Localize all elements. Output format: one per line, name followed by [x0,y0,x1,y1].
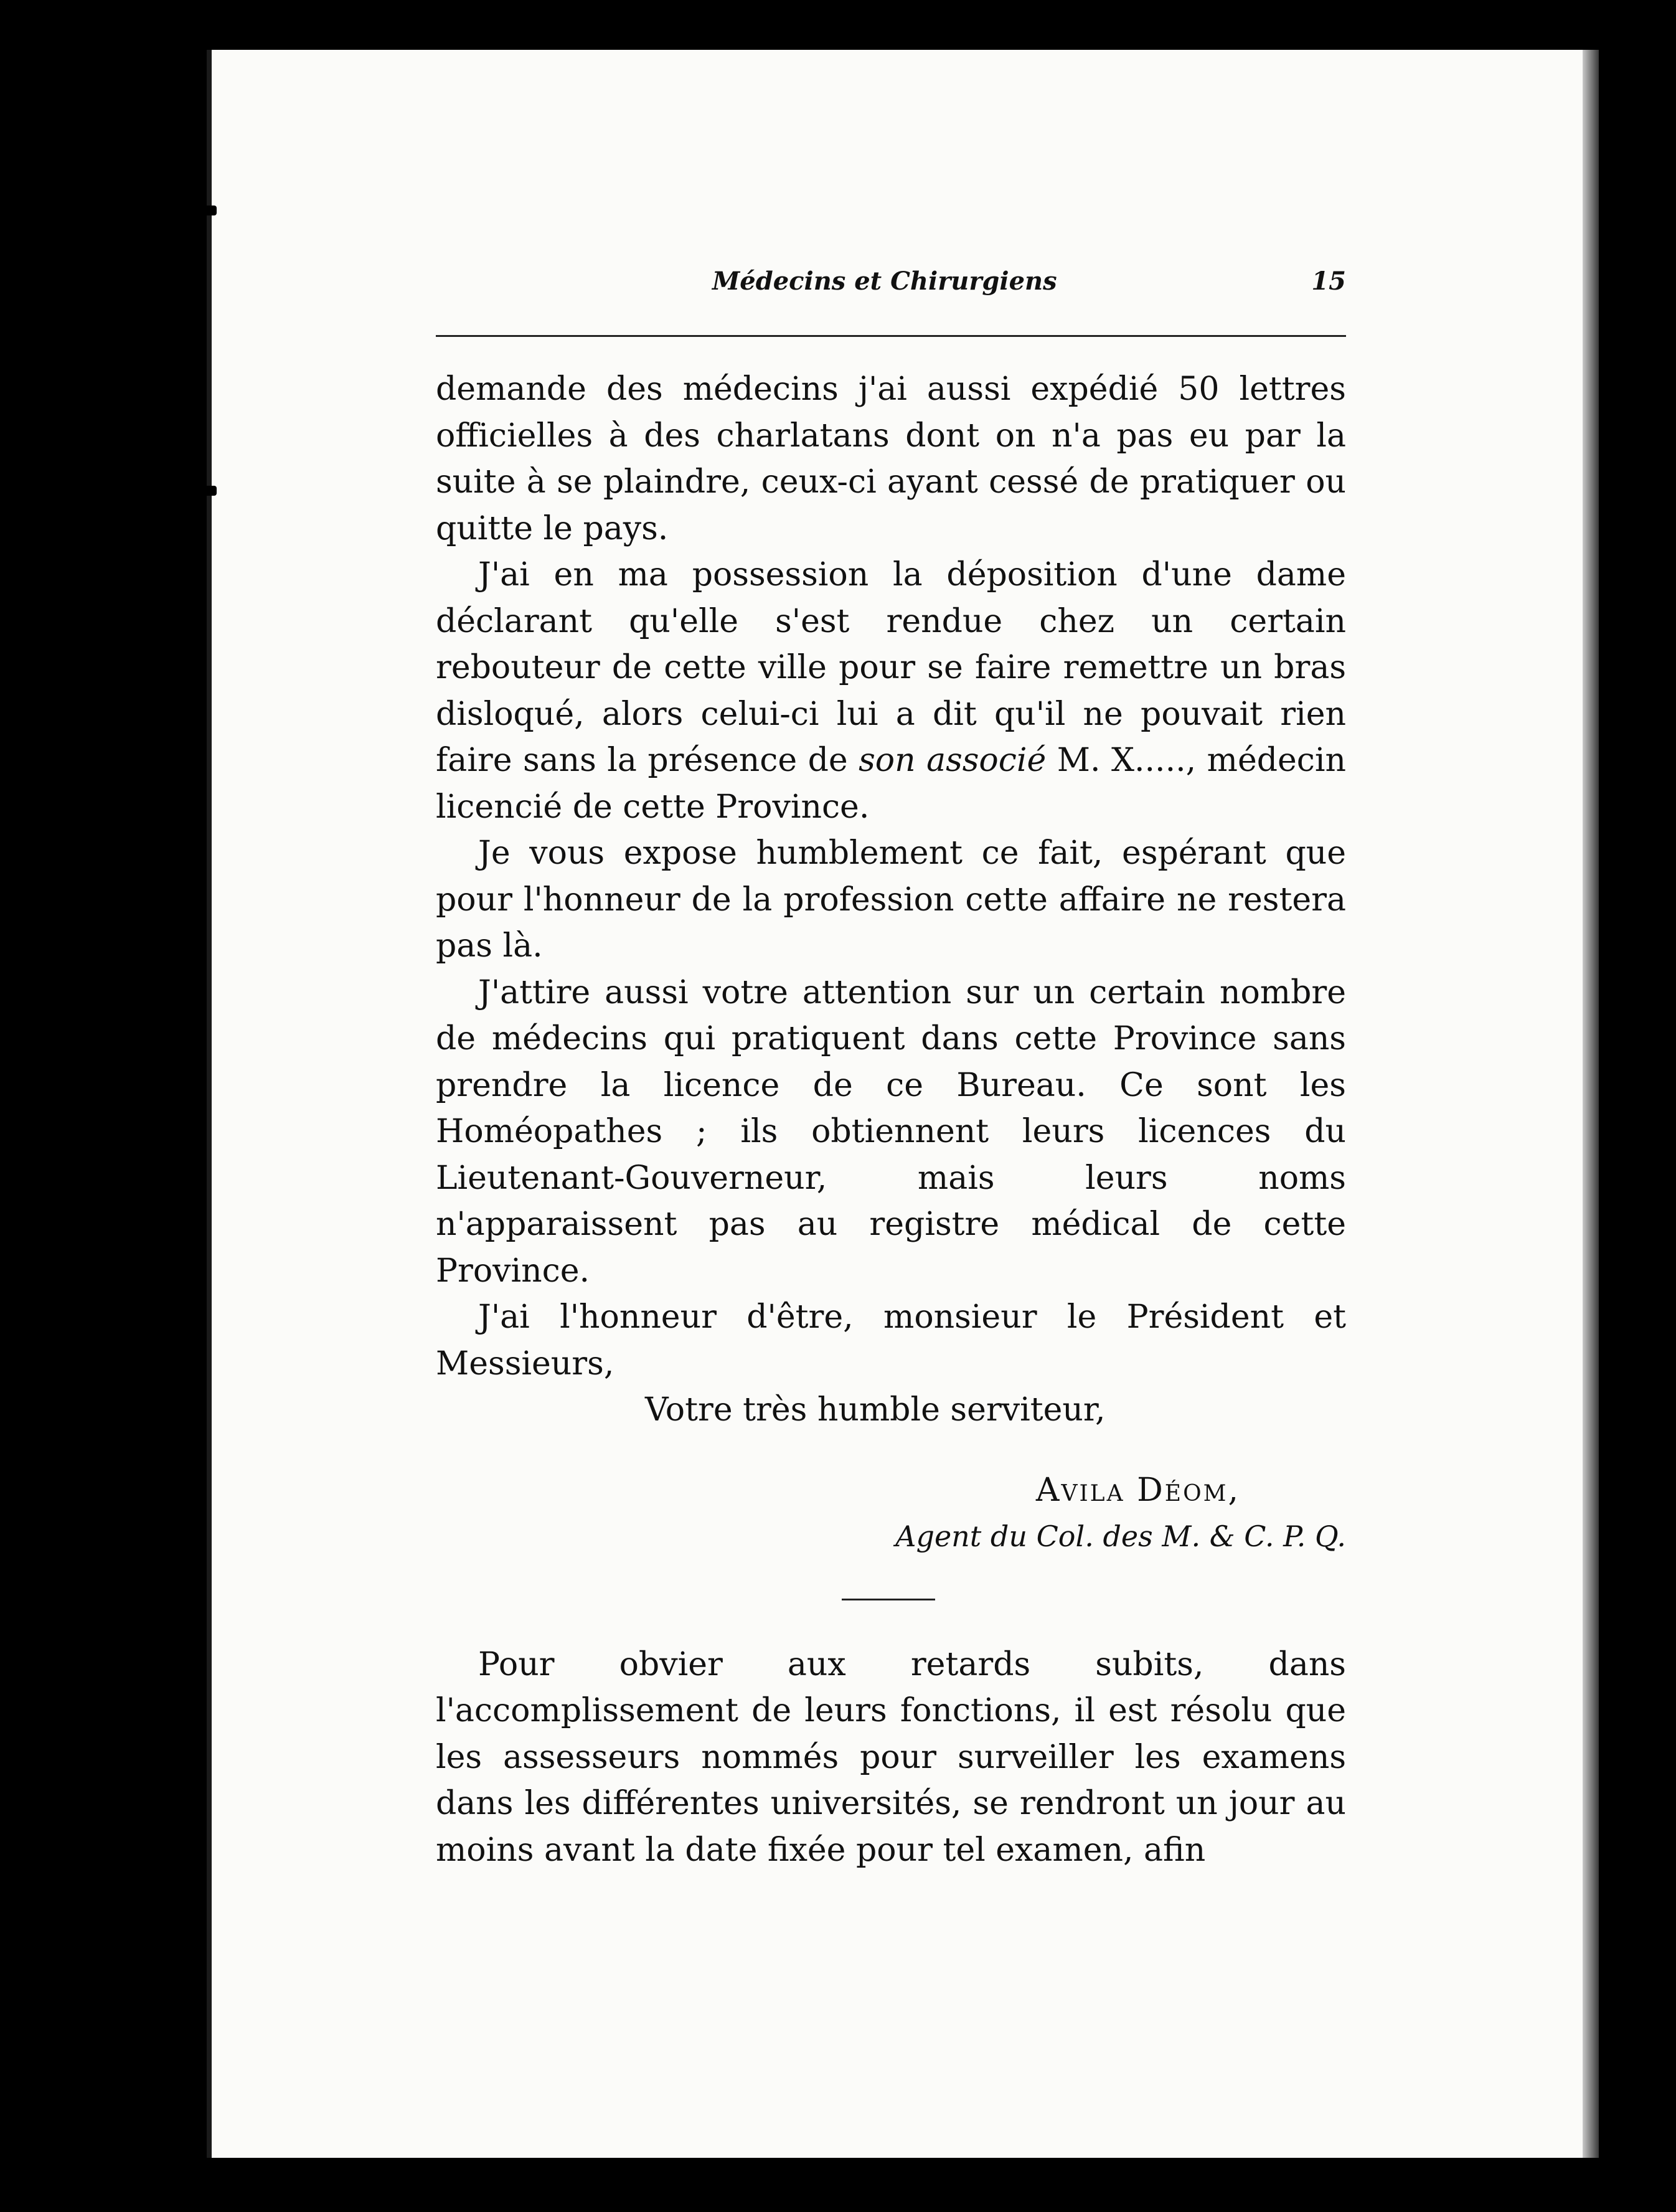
paragraph-4: J'attire aussi votre attention sur un certain nombre de médecins qui pratiquent dans cette Province sans prendre la licence de ce Bureau. Ce sont les Homéopathes ; ils obtiennent leurs licences du Lieutenant-Gouverneur, mais leurs noms n'apparaissent pas au registre médical de cette Province. [436,973,1346,1290]
body-text [436,366,1346,1873]
signature-name: Avila Déom, [1035,1471,1240,1509]
page-right-edge [1583,50,1599,2158]
paragraph-3: Je vous expose humblement ce fait, espérant que pour l'honneur de la profession cette affaire ne restera pas là. [436,834,1346,965]
binding-mark [198,206,217,215]
closing-salutation: Votre très humble serviteur, [645,1391,1106,1429]
paragraph-2-text-a: J'ai en ma possession la déposition d'une dame déclarant qu'elle s'est rendue chez un certain rebouteur de cette ville pour se faire remettre un bras disloqué, alors celui-ci lui a dit qu'il ne pouvait rien faire sans la présence de [436,556,1346,779]
paragraph-2-italic: son associé [859,742,1047,779]
paragraph-6: Pour obvier aux retards subits, dans l'accomplissement de leurs fonctions, il est résolu que les assesseurs nommés pour surveiller les examens dans les différentes universités, se rendront un jour au moins avant la date fixée pour tel examen, afin [436,1645,1346,1869]
binding-mark [198,486,217,496]
running-head [436,263,1346,300]
paragraph-5: J'ai l'honneur d'être, monsieur le Président et Messieurs, [436,1298,1346,1382]
page-number: 15 [1311,267,1346,296]
paragraph-2 [436,552,1346,830]
paragraph-2-text-b: M. X....., médecin licencié de cette Province. [436,742,1347,826]
paragraph-1: demande des médecins j'ai aussi expédié 50 lettres officielles à des charlatans dont on n'a pas eu par la suite à se plaindre, ceux-ci ayant cessé de pratiquer ou quitte le pays. [436,371,1346,547]
section-divider [842,1599,935,1600]
page-binding-edge [207,50,212,2158]
signature-title: Agent du Col. des M. & C. P. Q. [895,1520,1346,1553]
book-page [207,50,1599,2158]
header-rule [436,335,1346,337]
running-head-title: Médecins et Chirurgiens [712,267,1057,296]
